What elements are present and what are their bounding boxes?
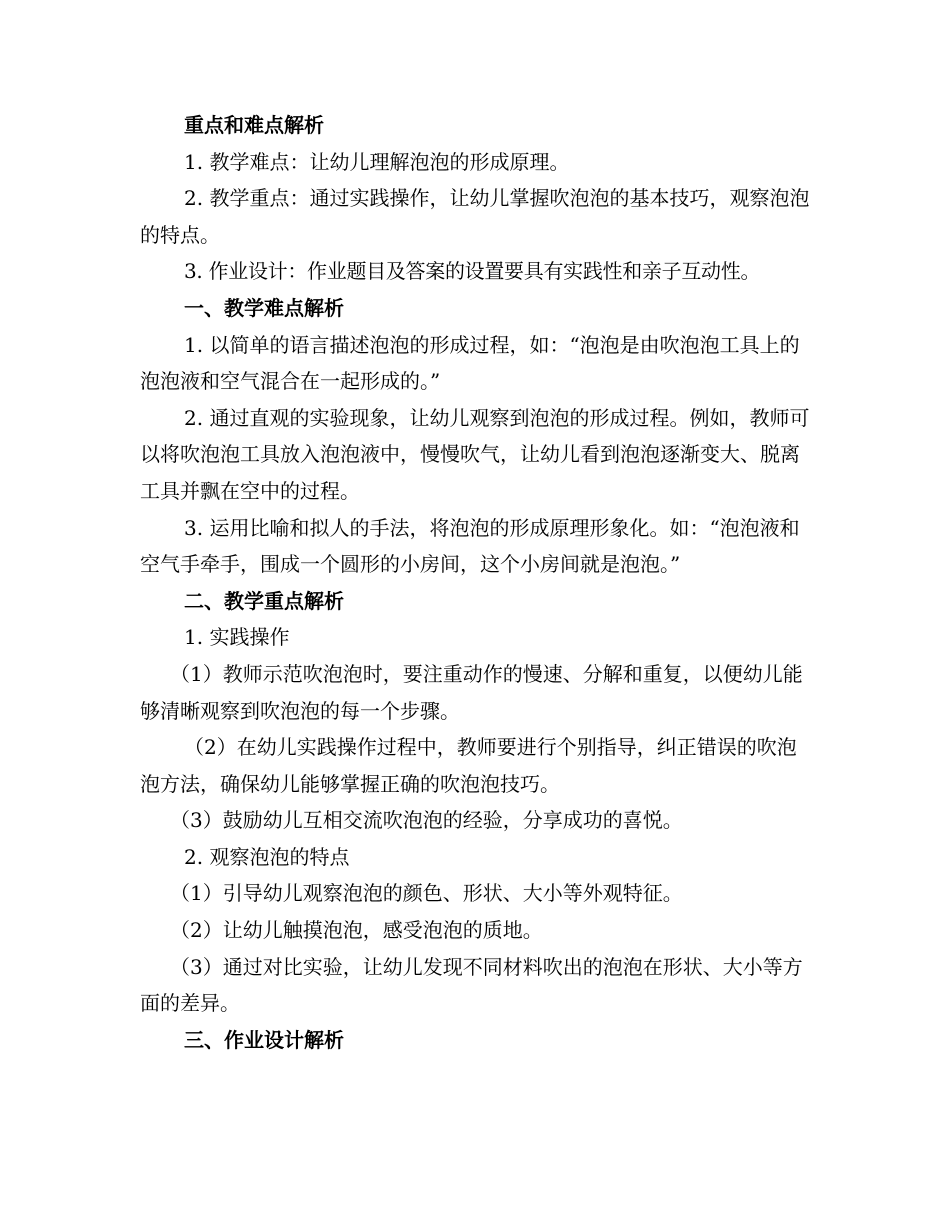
section2-part2-item-1: （1）引导幼儿观察泡泡的颜色、形状、大小等外观特征。 <box>170 881 683 906</box>
section2-part2-title: 2. 观察泡泡的特点 <box>184 844 350 869</box>
section2-part1-item-3: （3）鼓励幼儿互相交流吹泡泡的经验，分享成功的喜悦。 <box>170 808 683 833</box>
overview-item-3: 3. 作业设计：作业题目及答案的设置要具有实践性和亲子互动性。 <box>184 259 761 284</box>
overview-item-2: 2. 教学重点：通过实践操作，让幼儿掌握吹泡泡的基本技巧，观察泡泡的特点。 <box>140 186 810 247</box>
overview-item-1: 1. 教学难点：让幼儿理解泡泡的形成原理。 <box>184 149 570 174</box>
section1-heading: 一、教学难点解析 <box>184 295 344 320</box>
section1-item-1: 1. 以简单的语言描述泡泡的形成过程，如：“泡泡是由吹泡泡工具上的泡泡液和空气混合在一起形成的。” <box>140 332 800 394</box>
section2-part1-title: 1. 实践操作 <box>184 625 290 650</box>
section1-item-3: 3. 运用比喻和拟人的手法，将泡泡的形成原理形象化。如：“泡泡液和空气手牵手，围成一个圆形的小房间，这个小房间就是泡泡。” <box>140 515 800 577</box>
section1-item-2: 2. 通过直观的实验现象，让幼儿观察到泡泡的形成过程。例如，教师可以将吹泡泡工具放入泡泡液中，慢慢吹气，让幼儿看到泡泡逐渐变大、脱离工具并飘在空中的过程。 <box>140 405 810 503</box>
section2-heading: 二、教学重点解析 <box>184 588 344 613</box>
document-body <box>140 107 812 1058</box>
section2-part1-item-2: （2）在幼儿实践操作过程中，教师要进行个别指导，纠正错误的吹泡泡方法，确保幼儿能够掌握正确的吹泡泡技巧。 <box>140 735 797 796</box>
section2-part2-item-3: （3）通过对比实验，让幼儿发现不同材料吹出的泡泡在形状、大小等方面的差异。 <box>140 954 803 1016</box>
document-title: 重点和难点解析 <box>184 113 324 137</box>
section2-part2-item-2: （2）让幼儿触摸泡泡，感受泡泡的质地。 <box>170 918 543 943</box>
section3-heading: 三、作业设计解析 <box>184 1027 344 1052</box>
section2-part1-item-1: （1）教师示范吹泡泡时，要注重动作的慢速、分解和重复，以便幼儿能够清晰观察到吹泡泡的每一个步骤。 <box>140 661 803 723</box>
